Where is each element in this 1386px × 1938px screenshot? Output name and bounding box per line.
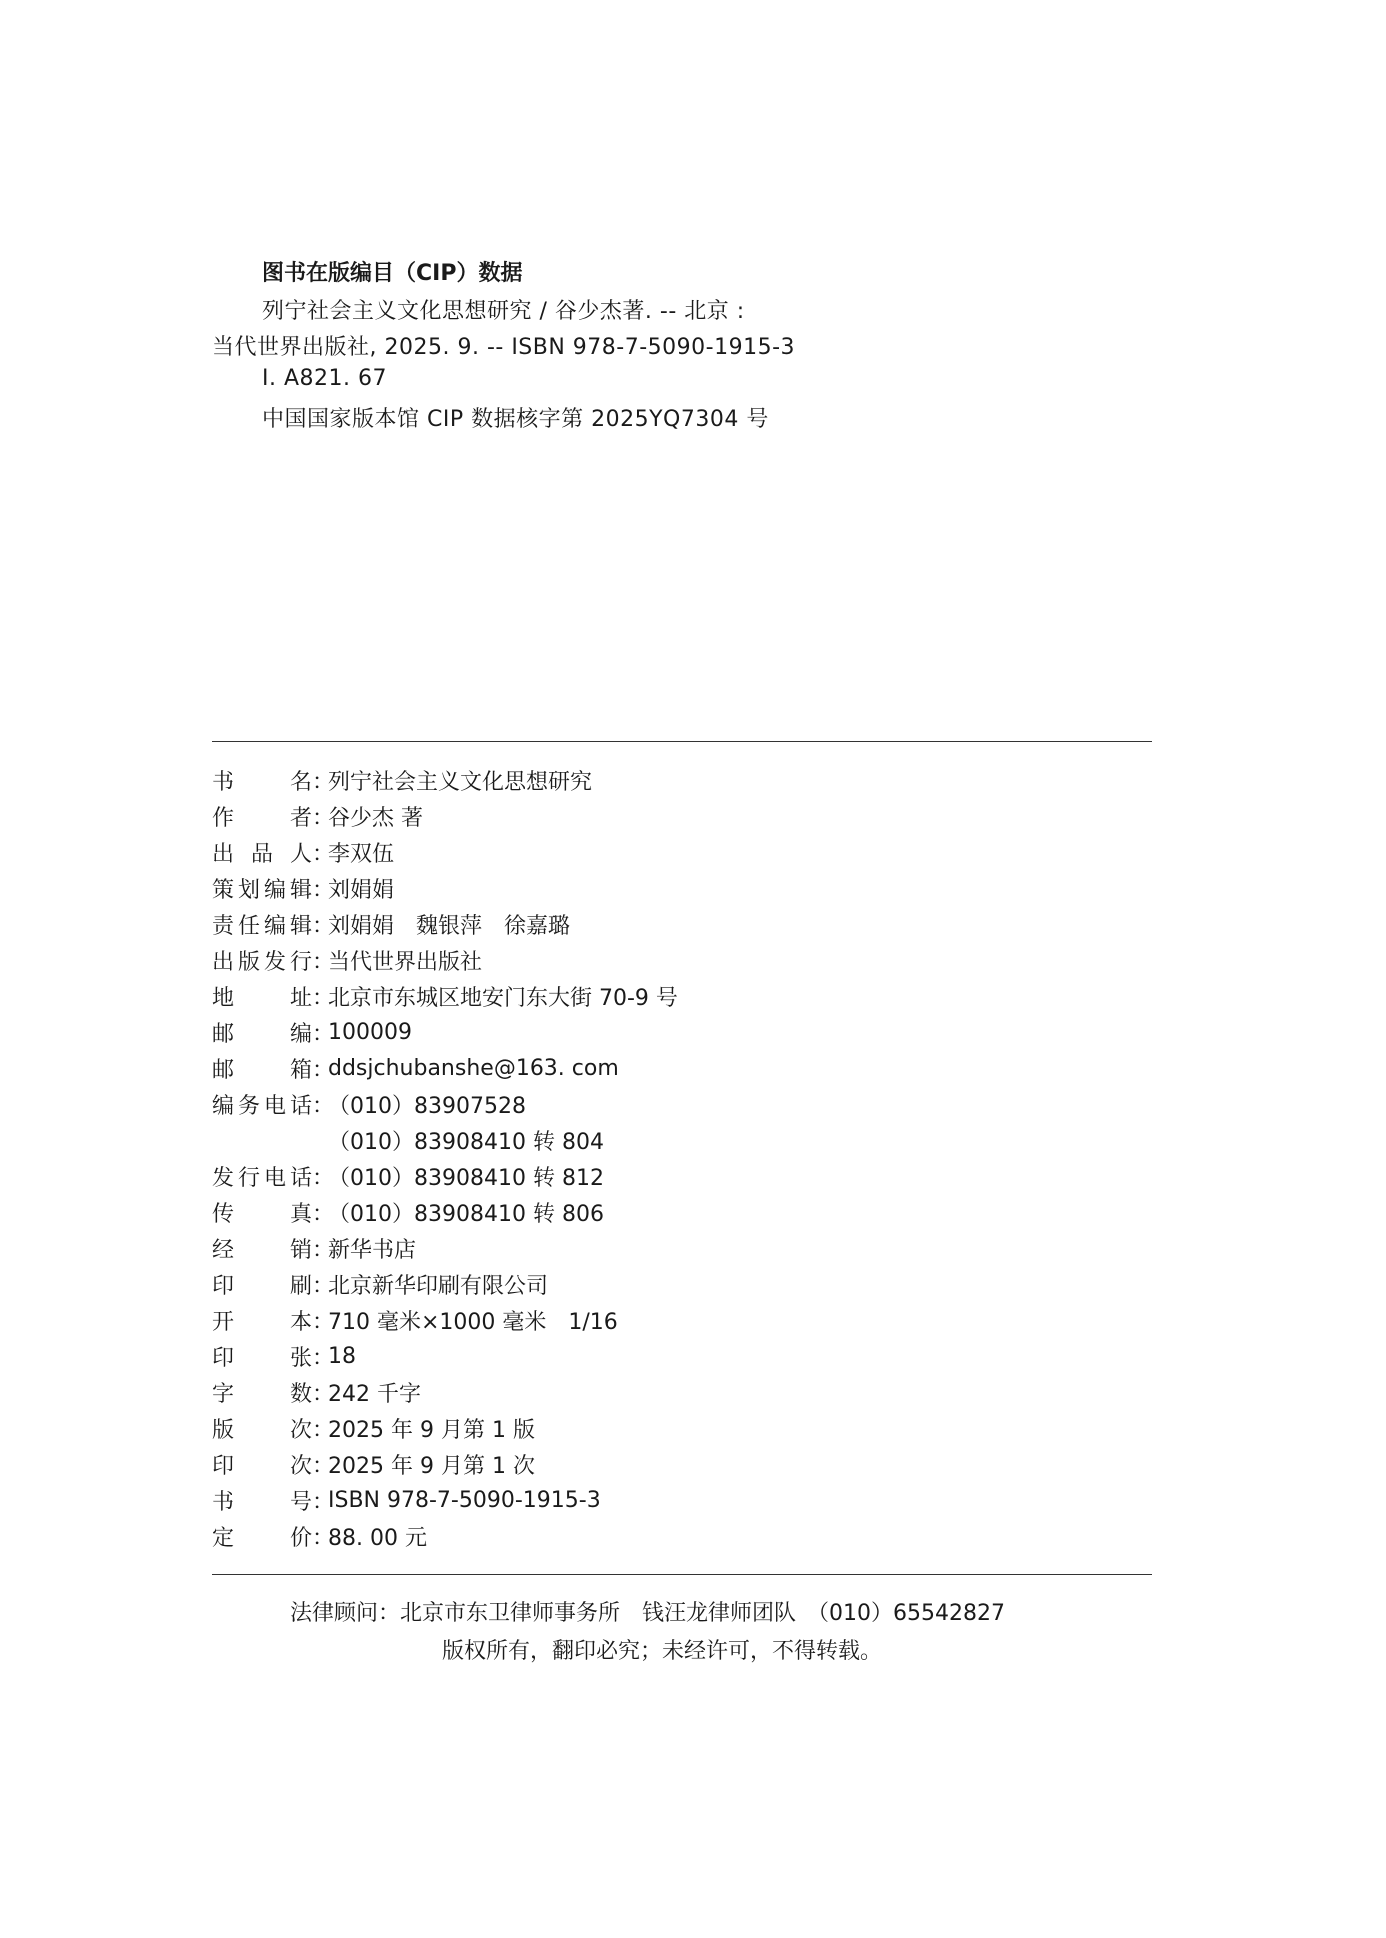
info-colon: ：	[312, 1021, 335, 1047]
info-row-edition	[212, 1410, 535, 1446]
info-colon: ：	[312, 769, 335, 795]
info-colon: ：	[312, 1417, 335, 1443]
info-row-planning-editor	[212, 870, 394, 906]
info-row-format	[212, 1302, 618, 1338]
info-row-price	[212, 1518, 427, 1554]
info-row-email	[212, 1050, 619, 1086]
info-value: （010）83907528	[328, 1093, 526, 1119]
info-colon: ：	[312, 1093, 335, 1119]
info-row-distributor	[212, 1230, 416, 1266]
info-row-author	[212, 798, 423, 834]
info-label: 出品人	[212, 841, 312, 867]
info-colon: ：	[312, 1381, 335, 1407]
info-value: （010）83908410 转 812	[328, 1165, 604, 1191]
cip-line-title-author: 列宁社会主义文化思想研究 / 谷少杰著. -- 北京 :	[262, 299, 745, 324]
info-colon: ：	[312, 949, 335, 975]
info-label: 传真	[212, 1201, 312, 1227]
info-colon: ：	[312, 1057, 335, 1083]
info-value: 列宁社会主义文化思想研究	[328, 769, 593, 795]
info-row-address	[212, 978, 678, 1014]
info-value: 710 毫米×1000 毫米 1/16	[328, 1309, 618, 1335]
cip-line-approval-number: 中国国家版本馆 CIP 数据核字第 2025YQ7304 号	[262, 407, 769, 432]
info-value: ISBN 978-7-5090-1915-3	[328, 1487, 601, 1513]
info-label: 作者	[212, 805, 312, 831]
info-row-editorial-phone-2	[212, 1122, 604, 1158]
info-colon: ：	[312, 841, 335, 867]
info-row-printing	[212, 1446, 535, 1482]
info-value: 刘娟娟	[328, 877, 395, 903]
info-value: 18	[328, 1343, 356, 1369]
info-colon: ：	[312, 1525, 335, 1551]
info-label: 策划编辑	[212, 877, 312, 903]
info-value: 新华书店	[328, 1237, 417, 1263]
cip-title: 图书在版编目（CIP）数据	[262, 261, 523, 286]
info-value: 2025 年 9 月第 1 次	[328, 1453, 535, 1479]
info-row-responsible-editors	[212, 906, 570, 942]
info-label: 定价	[212, 1525, 312, 1551]
info-value: 李双伍	[328, 841, 395, 867]
info-label: 邮编	[212, 1021, 312, 1047]
info-label: 印刷	[212, 1273, 312, 1299]
info-value: 2025 年 9 月第 1 版	[328, 1417, 535, 1443]
info-label: 经销	[212, 1237, 312, 1263]
info-value: 88. 00 元	[328, 1525, 427, 1551]
info-label: 书名	[212, 769, 312, 795]
info-label: 发行电话	[212, 1165, 312, 1191]
info-label: 版次	[212, 1417, 312, 1443]
info-colon: ：	[312, 985, 335, 1011]
cip-line-publisher-isbn: 当代世界出版社, 2025. 9. -- ISBN 978-7-5090-1915-3	[212, 335, 796, 360]
info-row-book-title	[212, 762, 592, 798]
info-row-postcode	[212, 1014, 412, 1050]
info-colon: ：	[312, 1201, 335, 1227]
info-colon: ：	[312, 1273, 335, 1299]
info-row-isbn	[212, 1482, 601, 1518]
info-colon: ：	[312, 877, 335, 903]
info-value: 刘娟娟 魏银萍 徐嘉璐	[328, 913, 571, 939]
info-label: 开本	[212, 1309, 312, 1335]
info-colon: ：	[312, 913, 335, 939]
info-label: 书号	[212, 1489, 312, 1515]
info-value: ddsjchubanshe@163. com	[328, 1055, 619, 1081]
info-colon: ：	[312, 1309, 335, 1335]
top-divider	[212, 741, 1152, 742]
info-value: （010）83908410 转 806	[328, 1201, 604, 1227]
info-value: 100009	[328, 1019, 412, 1045]
info-label: 印次	[212, 1453, 312, 1479]
info-label: 地址	[212, 985, 312, 1011]
info-colon: ：	[312, 1237, 335, 1263]
info-colon: ：	[312, 1453, 335, 1479]
info-label: 邮箱	[212, 1057, 312, 1083]
bottom-divider	[212, 1574, 1152, 1575]
info-row-fax	[212, 1194, 604, 1230]
info-value: 北京市东城区地安门东大街 70-9 号	[328, 985, 678, 1011]
info-label: 编务电话	[212, 1093, 312, 1119]
info-row-distribution-phone	[212, 1158, 604, 1194]
info-value: 北京新华印刷有限公司	[328, 1273, 549, 1299]
info-colon: ：	[312, 805, 335, 831]
cip-line-classification: Ⅰ. A821. 67	[262, 366, 387, 391]
info-colon: ：	[312, 1345, 335, 1371]
info-label: 责任编辑	[212, 913, 312, 939]
info-value: 当代世界出版社	[328, 949, 483, 975]
info-row-publisher	[212, 942, 482, 978]
copyright-notice: 版权所有，翻印必究；未经许可，不得转载。	[442, 1639, 883, 1664]
info-label: 印张	[212, 1345, 312, 1371]
info-value: （010）83908410 转 804	[328, 1129, 604, 1155]
info-row-producer	[212, 834, 394, 870]
legal-counsel-line: 法律顾问：北京市东卫律师事务所 钱汪龙律师团队 （010）65542827	[290, 1601, 1005, 1626]
info-row-printed-sheets	[212, 1338, 356, 1374]
info-colon: ：	[312, 1165, 335, 1191]
info-label: 出版发行	[212, 949, 312, 975]
info-colon: ：	[312, 1489, 335, 1515]
info-value: 242 千字	[328, 1381, 421, 1407]
info-row-word-count	[212, 1374, 421, 1410]
info-label: 字数	[212, 1381, 312, 1407]
info-row-editorial-phone	[212, 1086, 526, 1122]
info-value: 谷少杰 著	[328, 805, 423, 831]
info-row-printer	[212, 1266, 548, 1302]
